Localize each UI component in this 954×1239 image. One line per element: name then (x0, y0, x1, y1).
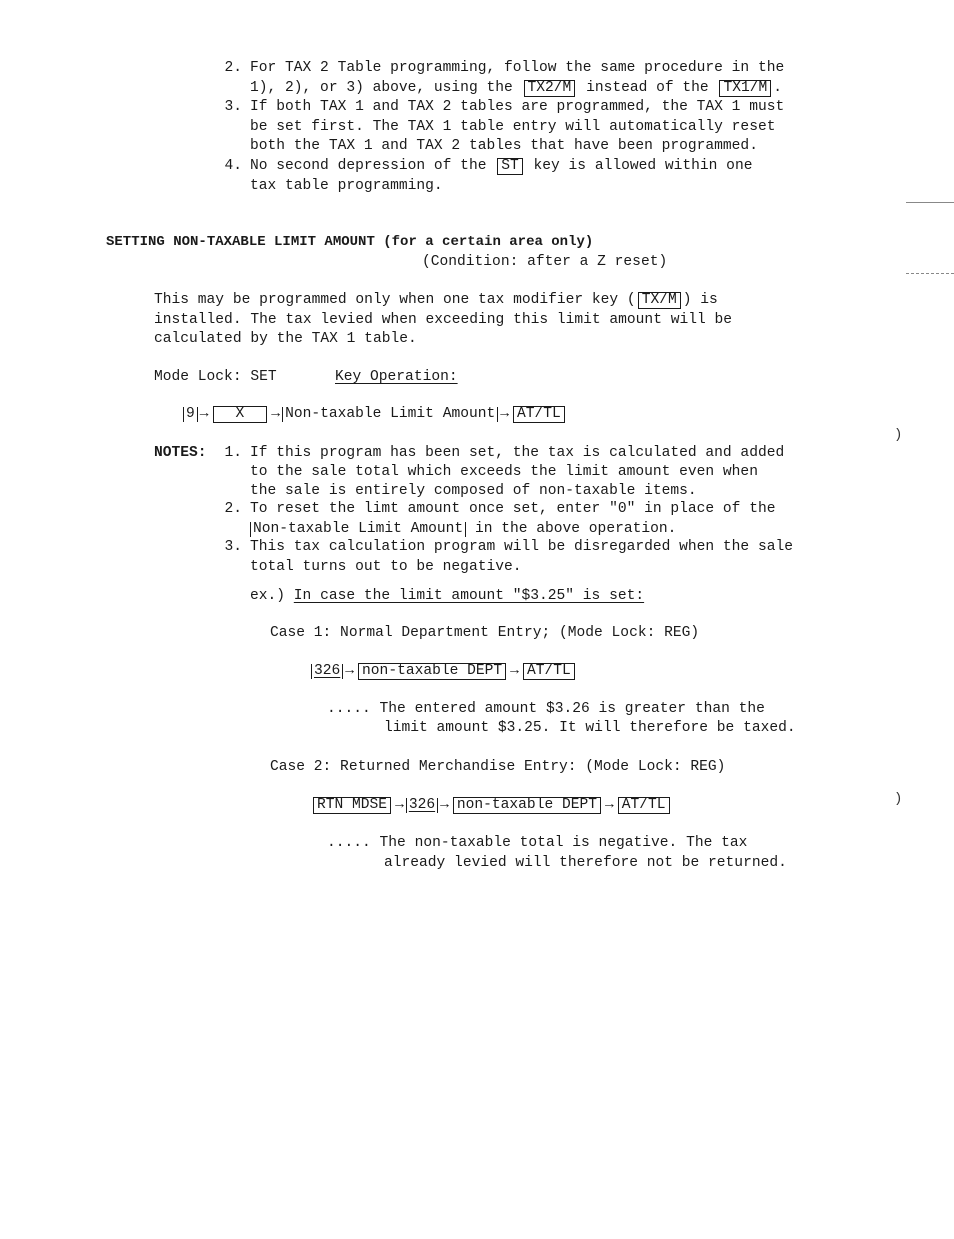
intro-line3: calculated by the TAX 1 table. (154, 331, 417, 347)
case-1-title: Case 1: Normal Department Entry; (Mode Lock: REG) (270, 625, 700, 641)
note-text: To reset the limt amount once set, enter "0" in place of the (250, 501, 776, 517)
note-3-top-line3: both the TAX 1 and TAX 2 tables that have been programmed. (250, 138, 758, 154)
arrow-icon: → (500, 406, 510, 422)
key-sequence (183, 405, 567, 424)
section-title: SETTING NON-TAXABLE LIMIT AMOUNT (for a certain area only) (106, 234, 594, 250)
intro-line2: installed. The tax levied when exceeding this limit amount will be (154, 312, 733, 328)
margin-mark (906, 202, 954, 203)
arrow-icon: → (605, 797, 614, 813)
note-text: key is allowed within one (533, 158, 753, 174)
at-tl-key: AT/TL (513, 406, 565, 423)
note-number: 3. (224, 539, 242, 555)
note-3 (218, 538, 793, 557)
arrow-icon: → (345, 663, 355, 679)
note-text: 1), 2), or 3) above, using the (250, 80, 513, 96)
note-2-top (218, 59, 784, 78)
note-4-top (218, 157, 752, 176)
case-2-result-line2: already levied will therefore not be returned. (384, 855, 787, 871)
note-text: instead of the (586, 80, 709, 96)
note-text: in the above operation. (474, 521, 677, 537)
limit-amount-entry: Non-taxable Limit Amount (250, 522, 466, 537)
note-2-line2 (250, 520, 676, 539)
case-2-title: Case 2: Returned Merchandise Entry: (Mode Lock: REG) (270, 759, 726, 775)
note-text: This tax calculation program will be disregarded when the sale (250, 539, 793, 555)
note-number: 2. (224, 501, 242, 517)
note-3-top-line2: be set first. The TAX 1 table entry will automatically reset (250, 119, 776, 135)
note-number: 1. (224, 445, 242, 461)
case-2-sequence (311, 796, 672, 815)
note-text: No second depression of the (250, 158, 487, 174)
case-2-result-line1: ..... The non-taxable total is negative. The tax (327, 835, 748, 851)
arrow-icon: → (440, 797, 449, 813)
intro-text: ) is (682, 292, 718, 308)
key-operation-label: Key Operation: (335, 369, 458, 385)
tx2-m-key: TX2/M (524, 80, 576, 97)
tx-m-key: TX/M (638, 292, 681, 309)
arrow-icon: → (395, 797, 404, 813)
arrow-icon: → (510, 663, 519, 679)
non-taxable-dept-key: non-taxable DEPT (453, 797, 601, 814)
note-4-top-line2: tax table programming. (250, 178, 443, 194)
non-taxable-dept-key: non-taxable DEPT (358, 663, 506, 680)
note-text: If this program has been set, the tax is calculated and added (250, 445, 785, 461)
margin-mark (906, 273, 954, 274)
note-1-line3: the sale is entirely composed of non-taxable items. (250, 483, 697, 499)
x-key: X (213, 406, 268, 423)
at-tl-key: AT/TL (523, 663, 575, 680)
note-3-top (218, 98, 784, 117)
note-number: 4. (224, 158, 242, 174)
note-1-line2: to the sale total which exceeds the limit amount even when (250, 464, 758, 480)
example-line (250, 587, 644, 606)
section-condition: (Condition: after a Z reset) (422, 254, 668, 270)
case-1-result-line1: ..... The entered amount $3.26 is greater than the (327, 701, 765, 717)
period: . (773, 80, 782, 96)
arrow-icon: → (199, 406, 209, 422)
notes-label: NOTES: (154, 445, 207, 461)
intro-text: This may be programmed only when one tax modifier key ( (154, 292, 636, 308)
note-2 (218, 500, 775, 519)
limit-amount-entry: Non-taxable Limit Amount (282, 407, 498, 422)
st-key: ST (497, 158, 523, 175)
note-2-top-line2 (250, 79, 782, 98)
note-3-line2: total turns out to be negative. (250, 559, 522, 575)
note-text: If both TAX 1 and TAX 2 tables are programmed, the TAX 1 must (250, 99, 785, 115)
rtn-mdse-key: RTN MDSE (313, 797, 391, 814)
note-1 (218, 444, 784, 463)
numeric-9: 9 (183, 407, 198, 422)
numeric-326: 326 (406, 798, 438, 813)
example-prefix: ex.) (250, 588, 286, 604)
tx1-m-key: TX1/M (719, 80, 771, 97)
intro-line1 (154, 291, 718, 310)
case-1-result-line2: limit amount $3.25. It will therefore be taxed. (384, 720, 796, 736)
arrow-icon: → (271, 406, 281, 422)
margin-paren: ) (894, 427, 903, 443)
note-text: For TAX 2 Table programming, follow the same procedure in the (250, 60, 785, 76)
note-number: 2. (224, 60, 242, 76)
margin-paren: ) (894, 791, 903, 807)
numeric-326: 326 (311, 664, 343, 679)
at-tl-key: AT/TL (618, 797, 670, 814)
mode-lock-label: Mode Lock: SET (154, 369, 277, 385)
case-1-sequence (311, 662, 577, 681)
note-number: 3. (224, 99, 242, 115)
example-text: In case the limit amount "$3.25" is set: (293, 588, 645, 604)
